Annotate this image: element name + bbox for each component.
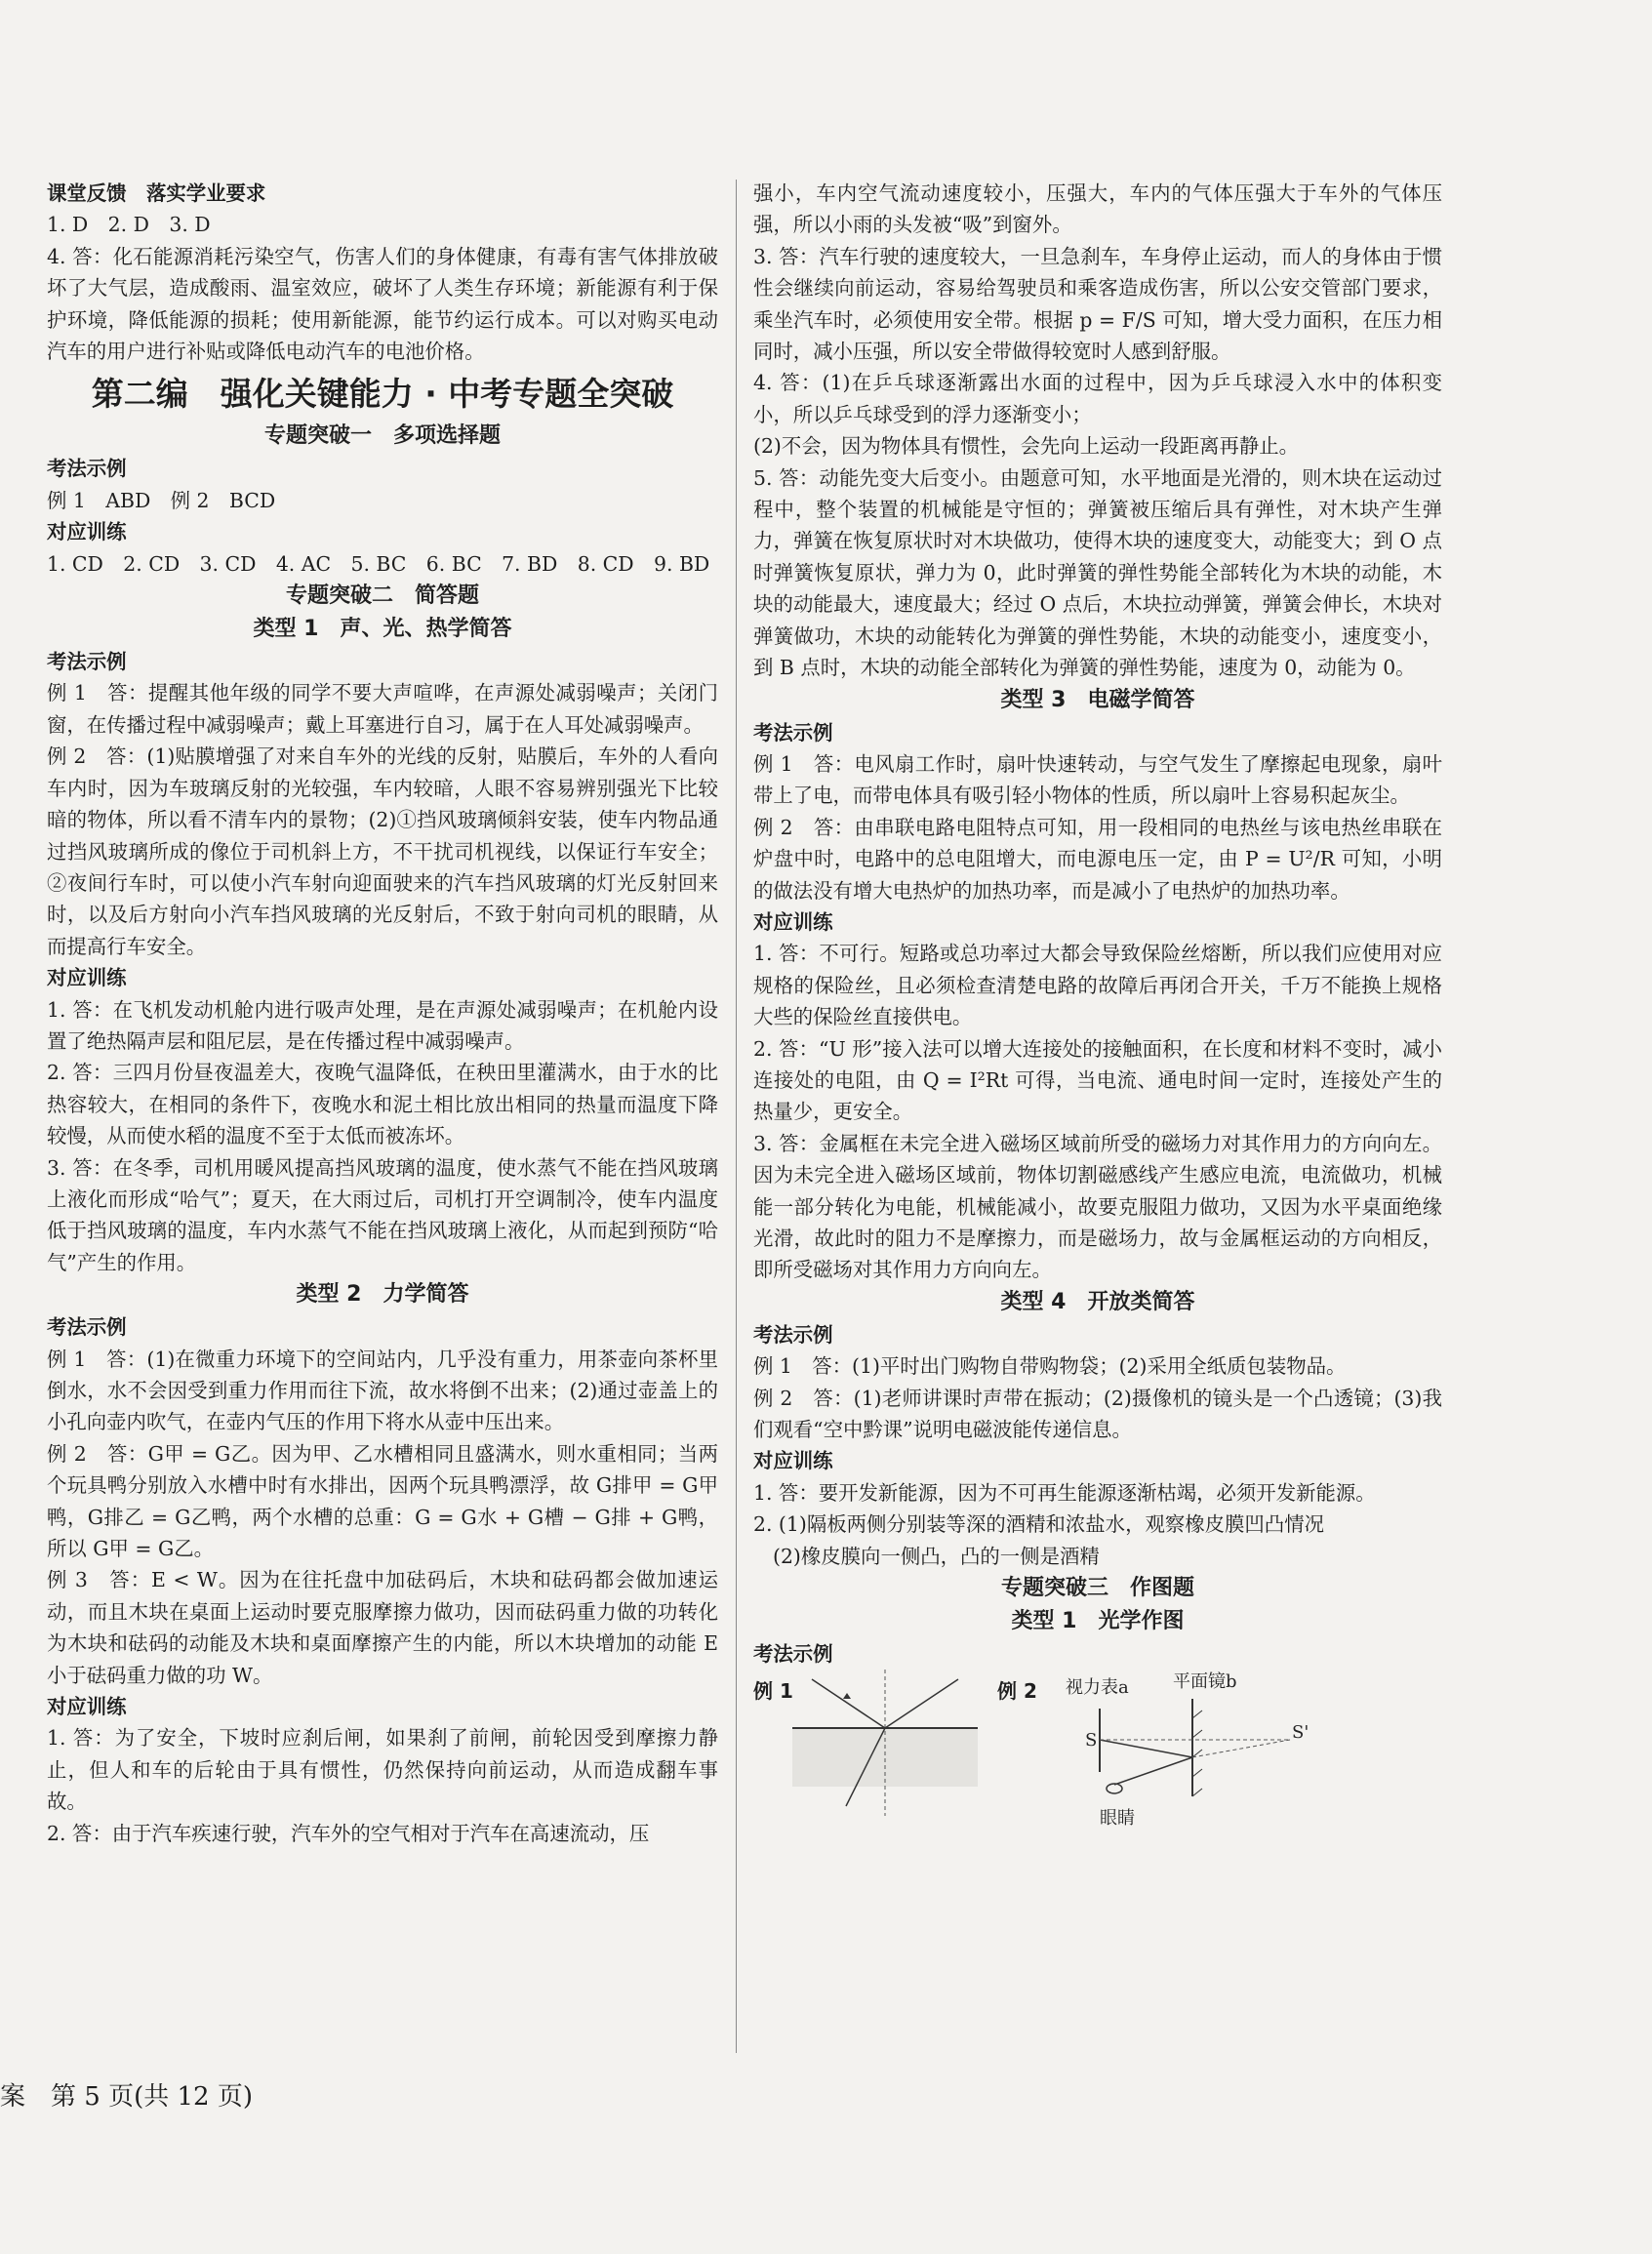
ty2-training-5: 5. 答：动能先变大后变小。由题意可知，水平地面是光滑的，则木块在运动过程中，整个装置的机械能是守恒的；弹簧被压缩后具有弹性，对木块产生弹力，弹簧在恢复原状时对木块做功，使得木块的速度变大，动能变大；到 O 点时弹簧恢复原状，弹力为 0，此时弹簧的弹性势能全部转化为木块的动能，木块的动能最大，速度最大；经过 O 点后，木块拉动弹簧，弹簧会伸长，木块对弹簧做功，木块的动能转化为弹簧的弹性势能，木块的动能变小，速度变小，到 B 点时，木块的动能全部转化为弹簧的弹性势能，速度为 0，动能为 0。 <box>753 465 1442 680</box>
ty2-example-2: 例 2 答：G甲 = G乙。因为甲、乙水槽相同且盛满水，则水重相同；当两个玩具鸭分别放入水槽中时有水排出，因两个玩具鸭漂浮，故 G排甲 = G甲鸭，G排乙 = G乙鸭，两个水槽的总重：G = G水 + G槽 − G排 + G鸭，所以 G甲 = G乙。 <box>47 1441 718 1561</box>
ty2-example-label: 考法示例 <box>47 1315 127 1340</box>
ty2-example-3: 例 3 答：E < W。因为在往托盘中加砝码后，木块和砝码都会做加速运动，而且木块在桌面上运动时要克服摩擦力做功，因而砝码重力做的功转化为木块和砝码的动能及木块和桌面摩擦产生的内能，所以木块增加的动能 E 小于砝码重力做的功 W。 <box>47 1568 718 1687</box>
ty2-training-3: 3. 答：汽车行驶的速度较大，一旦急刹车，车身停止运动，而人的身体由于惯性会继续向前运动，容易给驾驶员和乘客造成伤害，所以公安交管部门要求，乘坐汽车时，必须使用安全带。根据 p = F/S 可知，增大受力面积，在压力相同时，减小压强，所以安全带做得较宽时人感到舒服。 <box>753 244 1442 364</box>
ty2-training-2-end: 强小，车内空气流动速度较小，压强大，车内的气体压强大于车外的气体压强，所以小雨的头发被“吸”到窗外。 <box>753 181 1442 237</box>
type2-title: 类型 2 力学简答 <box>296 1282 469 1308</box>
ty4-training-1: 1. 答：要开发新能源，因为不可再生能源逐渐枯竭，必须开发新能源。 <box>753 1480 1376 1505</box>
ty2-example-1: 例 1 答：(1)在微重力环境下的空间站内，几乎没有重力，用茶壶向茶杯里倒水，水不会因受到重力作用而往下流，故水将倒不出来；(2)通过壶盖上的小孔向壶内吹气，在壶内气压的作用下将水从壶中压出来。 <box>47 1347 718 1434</box>
ty3-training-label: 对应训练 <box>753 909 833 934</box>
ty3-training-1: 1. 答：不可行。短路或总功率过大都会导致保险丝熔断，所以我们应使用对应规格的保险丝，且必须检查清楚电路的故障后再闭合开关，千万不能换上规格大些的保险丝直接供电。 <box>753 942 1442 1029</box>
t1-training-label: 对应训练 <box>47 520 127 544</box>
eye-icon <box>1107 1784 1122 1793</box>
ty4-example-2: 例 2 答：(1)老师讲课时声带在振动；(2)摄像机的镜头是一个凸透镜；(3)我们观看“空中黔课”说明电磁波能传递信息。 <box>753 1386 1442 1442</box>
ty1-example-label: 考法示例 <box>47 650 127 674</box>
ty3-example-2: 例 2 答：由串联电路电阻特点可知，用一段相同的电热丝与该电热丝串联在炉盘中时，电路中的总电阻增大，而电源电压一定，由 P = U²/R 可知，小明的做法没有增大电热炉的加热功率，而是减小了电热炉的加热功率。 <box>753 815 1442 903</box>
t3-example-label: 考法示例 <box>753 1642 833 1667</box>
hatch-5 <box>1192 1711 1202 1718</box>
type1-title: 类型 1 声、光、热学简答 <box>253 617 512 642</box>
feedback-q4: 4. 答：化石能源消耗污染空气，伤害人们的身体健康，有毒有害气体排放破坏了大气层，造成酸雨、温室效应，破坏了人类生存环境；新能源有利于保护环境，降低能源的损耗；使用新能源，能节约运行成本。可以对购买电动汽车的用户进行补贴或降低电动汽车的电池价格。 <box>47 244 718 364</box>
t1-examples: 例 1 ABD 例 2 BCD <box>47 488 276 512</box>
ty2-training-4a: 4. 答：(1)在乒乓球逐渐露出水面的过程中，因为乒乓球浸入水中的体积变小，所以乒乓球受到的浮力逐渐变小； <box>753 371 1442 426</box>
ty1-training-3: 3. 答：在冬季，司机用暖风提高挡风玻璃的温度，使水蒸气不能在挡风玻璃上液化而形成“哈气”；夏天，在大雨过后，司机打开空调制冷，使车内温度低于挡风玻璃的温度，车内水蒸气不能在挡风玻璃上液化，从而起到预防“哈气”产生的作用。 <box>47 1155 718 1274</box>
ty3-training-3: 3. 答：金属框在未完全进入磁场区域前所受的磁场力对其作用力的方向向左。因为未完全进入磁场区域前，物体切割磁感线产生感应电流，电流做功，机械能一部分转化为电能，机械能减小，故要克服阻力做功，又因为水平桌面绝缘光滑，故此时的阻力不是摩擦力，而是磁场力，故与金属框运动的方向相反，即所受磁场对其作用力方向向左。 <box>753 1131 1442 1282</box>
topic1-title: 专题突破一 多项选择题 <box>263 423 501 449</box>
type3-title: 类型 3 电磁学简答 <box>1000 687 1195 712</box>
t3-type1-title: 类型 1 光学作图 <box>1011 1609 1185 1634</box>
ty4-training-2a: 2. (1)隔板两侧分别装等深的酒精和浓盐水，观察橡皮膜凹凸情况 <box>753 1512 1324 1537</box>
figure-2-S: S <box>1085 1730 1098 1751</box>
ty2-training-2-start: 2. 答：由于汽车疾速行驶，汽车外的空气相对于汽车在高速流动，压 <box>47 1821 650 1845</box>
t1-example-label: 考法示例 <box>47 457 127 481</box>
ty4-training-label: 对应训练 <box>753 1449 833 1473</box>
right-column <box>753 178 1442 1835</box>
ty1-example-1: 例 1 答：提醒其他年级的同学不要大声喧哗，在声源处减弱噪声；关闭门窗，在传播过程中减弱噪声；戴上耳塞进行自习，属于在人耳处减弱噪声。 <box>47 681 718 737</box>
ty1-training-1: 1. 答：在飞机发动机舱内进行吸声处理，是在声源处减弱噪声；在机舱内设置了绝热隔声层和阻尼层，是在传播过程中减弱噪声。 <box>47 997 718 1053</box>
ty4-example-1: 例 1 答：(1)平时出门购物自带购物袋；(2)采用全纸质包装物品。 <box>753 1354 1347 1379</box>
topic3-title: 专题突破三 作图题 <box>1000 1576 1194 1601</box>
ty3-training-2: 2. 答：“U 形”接入法可以增大连接处的接触面积，在长度和材料不变时，减小连接处的电阻，由 Q = I²Rt 可得，当电流、通电时间一定时，连接处产生的热量少，更安全。 <box>753 1036 1442 1124</box>
ty3-example-1: 例 1 答：电风扇工作时，扇叶快速转动，与空气发生了摩擦起电现象，扇叶带上了电，而带电体具有吸引轻小物体的性质，所以扇叶上容易积起灰尘。 <box>753 751 1442 808</box>
ty1-training-2: 2. 答：三四月份昼夜温差大，夜晚气温降低，在秧田里灌满水，由于水的比热容较大，在相同的条件下，夜晚水和泥土相比放出相同的热量而温度下降较慢，从而使水稻的温度不至于太低而被冻坏。 <box>47 1061 718 1148</box>
mirror-shading <box>792 1728 978 1787</box>
figure-2-text-b: 平面镜b <box>1173 1671 1237 1693</box>
figure-2-mirror-diagram <box>1046 1670 1339 1831</box>
hatch-4 <box>1192 1730 1202 1738</box>
ray-to-mirror <box>1100 1740 1192 1757</box>
feedback-title: 课堂反馈 落实学业要求 <box>47 181 266 205</box>
ty1-training-label: 对应训练 <box>47 966 127 990</box>
virtual-ray <box>1192 1740 1290 1757</box>
figure-row <box>753 1670 1442 1835</box>
reflected-ray <box>885 1679 958 1728</box>
figure-2-label: 例 2 <box>997 1679 1037 1704</box>
figure-1-label: 例 1 <box>753 1679 793 1704</box>
figure-1-reflection-diagram <box>792 1670 987 1826</box>
ray-to-eye <box>1114 1757 1192 1785</box>
ty1-example-2: 例 2 答：(1)贴膜增强了对来自车外的光线的反射，贴膜后，车外的人看向车内时，因为车玻璃反射的光较强，车内较暗，人眼不容易辨别强光下比较暗的物体，所以看不清车内的景物；(2)①挡风玻璃倾斜安装，使车内物品通过挡风玻璃所成的像位于司机斜上方，不干扰司机视线，以保证行车安全；②夜间行车时，可以使小汽车射向迎面驶来的汽车挡风玻璃的灯光反射回来时，以及后方射向小汽车挡风玻璃的光反射后，不致于射向司机的眼睛，从而提高行车安全。 <box>47 745 718 958</box>
type4-title: 类型 4 开放类简答 <box>1000 1289 1195 1314</box>
feedback-answers: 1. D 2. D 3. D <box>47 213 211 237</box>
topic2-title: 专题突破二 简答题 <box>285 584 479 609</box>
figure-2-text-a: 视力表a <box>1066 1677 1129 1699</box>
ty4-training-2b: (2)橡皮膜向一侧凸，凸的一侧是酒精 <box>773 1544 1100 1568</box>
arrow-head <box>843 1693 851 1699</box>
figure-2-eye-label: 眼睛 <box>1100 1808 1135 1830</box>
hatch-2 <box>1192 1769 1202 1777</box>
figure-2-S-image: S' <box>1292 1722 1310 1744</box>
page-footer: 案 第 5 页(共 12 页) <box>0 2082 253 2112</box>
ty2-training-1: 1. 答：为了安全，下坡时应刹后闸，如果刹了前闸，前轮因受到摩擦力静止，但人和车的后轮由于具有惯性，仍然保持向前运动，从而造成翻车事故。 <box>47 1726 718 1814</box>
t1-training: 1. CD 2. CD 3. CD 4. AC 5. BC 6. BC 7. BD 8. CD 9. BD <box>47 551 710 576</box>
ty2-training-4b: (2)不会，因为物体具有惯性，会先向上运动一段距离再静止。 <box>753 434 1300 459</box>
part-title: 第二编 强化关键能力 · 中考专题全突破 <box>91 375 674 414</box>
column-divider <box>736 180 737 2053</box>
ty2-training-label: 对应训练 <box>47 1695 127 1719</box>
ty4-example-label: 考法示例 <box>753 1322 833 1347</box>
incident-ray <box>812 1679 885 1728</box>
left-column <box>47 178 718 1849</box>
hatch-1 <box>1192 1789 1202 1796</box>
ty3-example-label: 考法示例 <box>753 720 833 745</box>
